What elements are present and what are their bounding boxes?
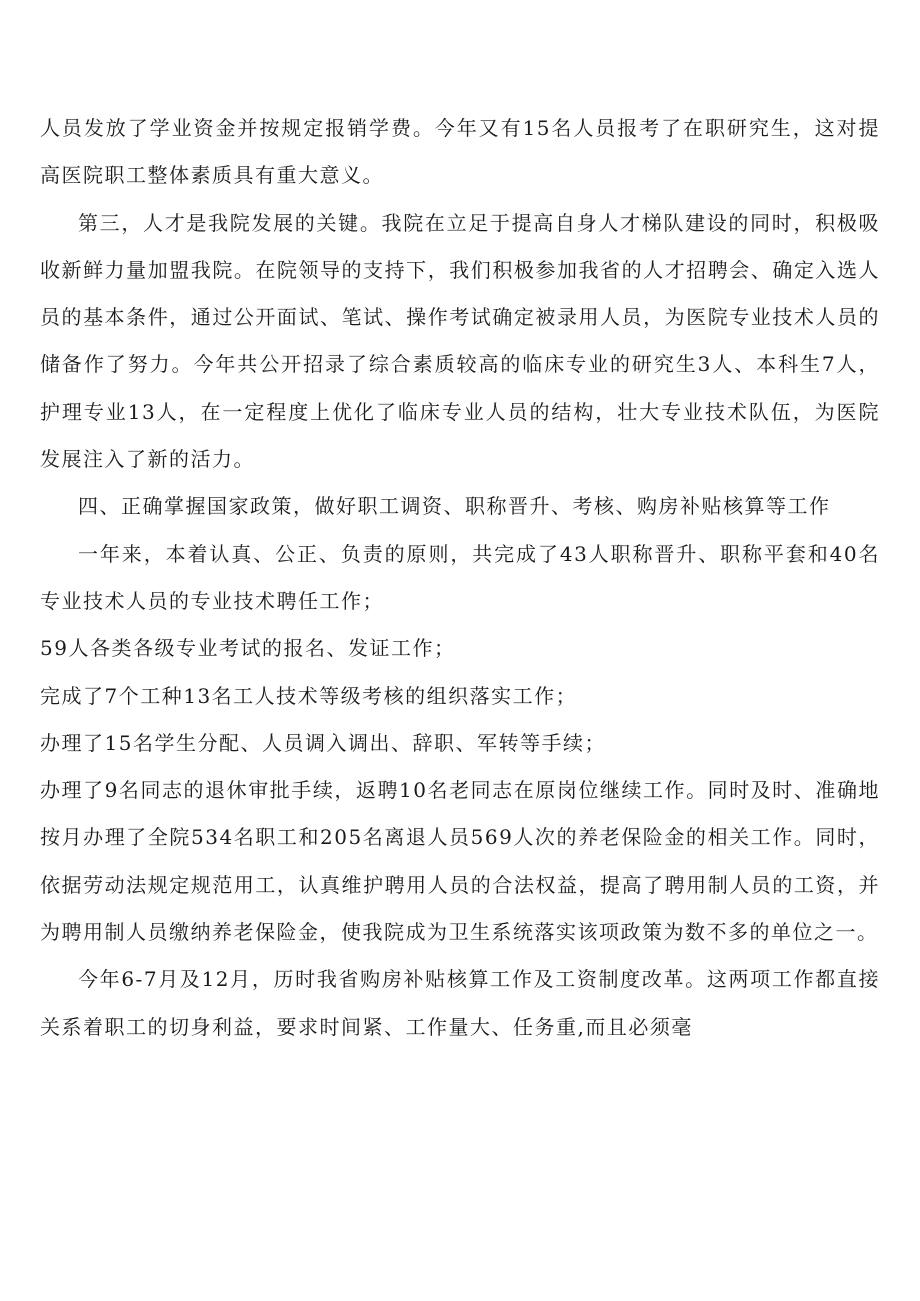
paragraph-staff-education: 人员发放了学业资金并按规定报销学费。今年又有15名人员报考了在职研究生，这对提高医院职工整体素质具有重大意义。: [40, 116, 880, 188]
paragraph-worker-assessment: 完成了7个工种13名工人技术等级考核的组织落实工作；: [40, 683, 578, 708]
paragraph-housing-subsidy: 今年6-7月及12月，历时我省购房补贴核算工作及工资制度改革。这两项工作都直接关系着职工的切身利益，要求时间紧、工作量大、任务重,而且必须毫: [40, 967, 880, 1039]
paragraph-retirement-pension: 办理了9名同志的退休审批手续，返聘10名老同志在原岗位继续工作。同时及时、准确地按月办理了全院534名职工和205名离退人员569人次的养老保险金的相关工作。同时，依据劳动法规定规范用工，认真维护聘用人员的合法权益，提高了聘用制人员的工资，并为聘用制人员缴纳养老保险金，使我院成为卫生系统落实该项政策为数不多的单位之一。: [40, 778, 880, 945]
paragraph-title-promotion: 一年来，本着认真、公正、负责的原则，共完成了43人职称晋升、职称平套和40名专业技术人员的专业技术聘任工作；: [40, 541, 880, 613]
paragraph-personnel-procedures: 办理了15名学生分配、人员调入调出、辞职、军转等手续；: [40, 730, 606, 755]
section-heading-national-policy: 四、正确掌握国家政策，做好职工调资、职称晋升、考核、购房补贴核算等工作: [78, 494, 831, 519]
paragraph-talent-recruitment: 第三，人才是我院发展的关键。我院在立足于提高自身人才梯队建设的同时，积极吸收新鲜力量加盟我院。在院领导的支持下，我们积极参加我省的人才招聘会、确定入选人员的基本条件，通过公开面试、笔试、操作考试确定被录用人员，为医院专业技术人员的储备作了努力。今年共公开招录了综合素质较高的临床专业的研究生3人、本科生7人，护理专业13人，在一定程度上优化了临床专业人员的结构，壮大专业技术队伍，为医院发展注入了新的活力。: [40, 210, 880, 472]
document-body: [40, 105, 880, 1051]
paragraph-exam-registration: 59人各类各级专业考试的报名、发证工作；: [40, 636, 456, 661]
